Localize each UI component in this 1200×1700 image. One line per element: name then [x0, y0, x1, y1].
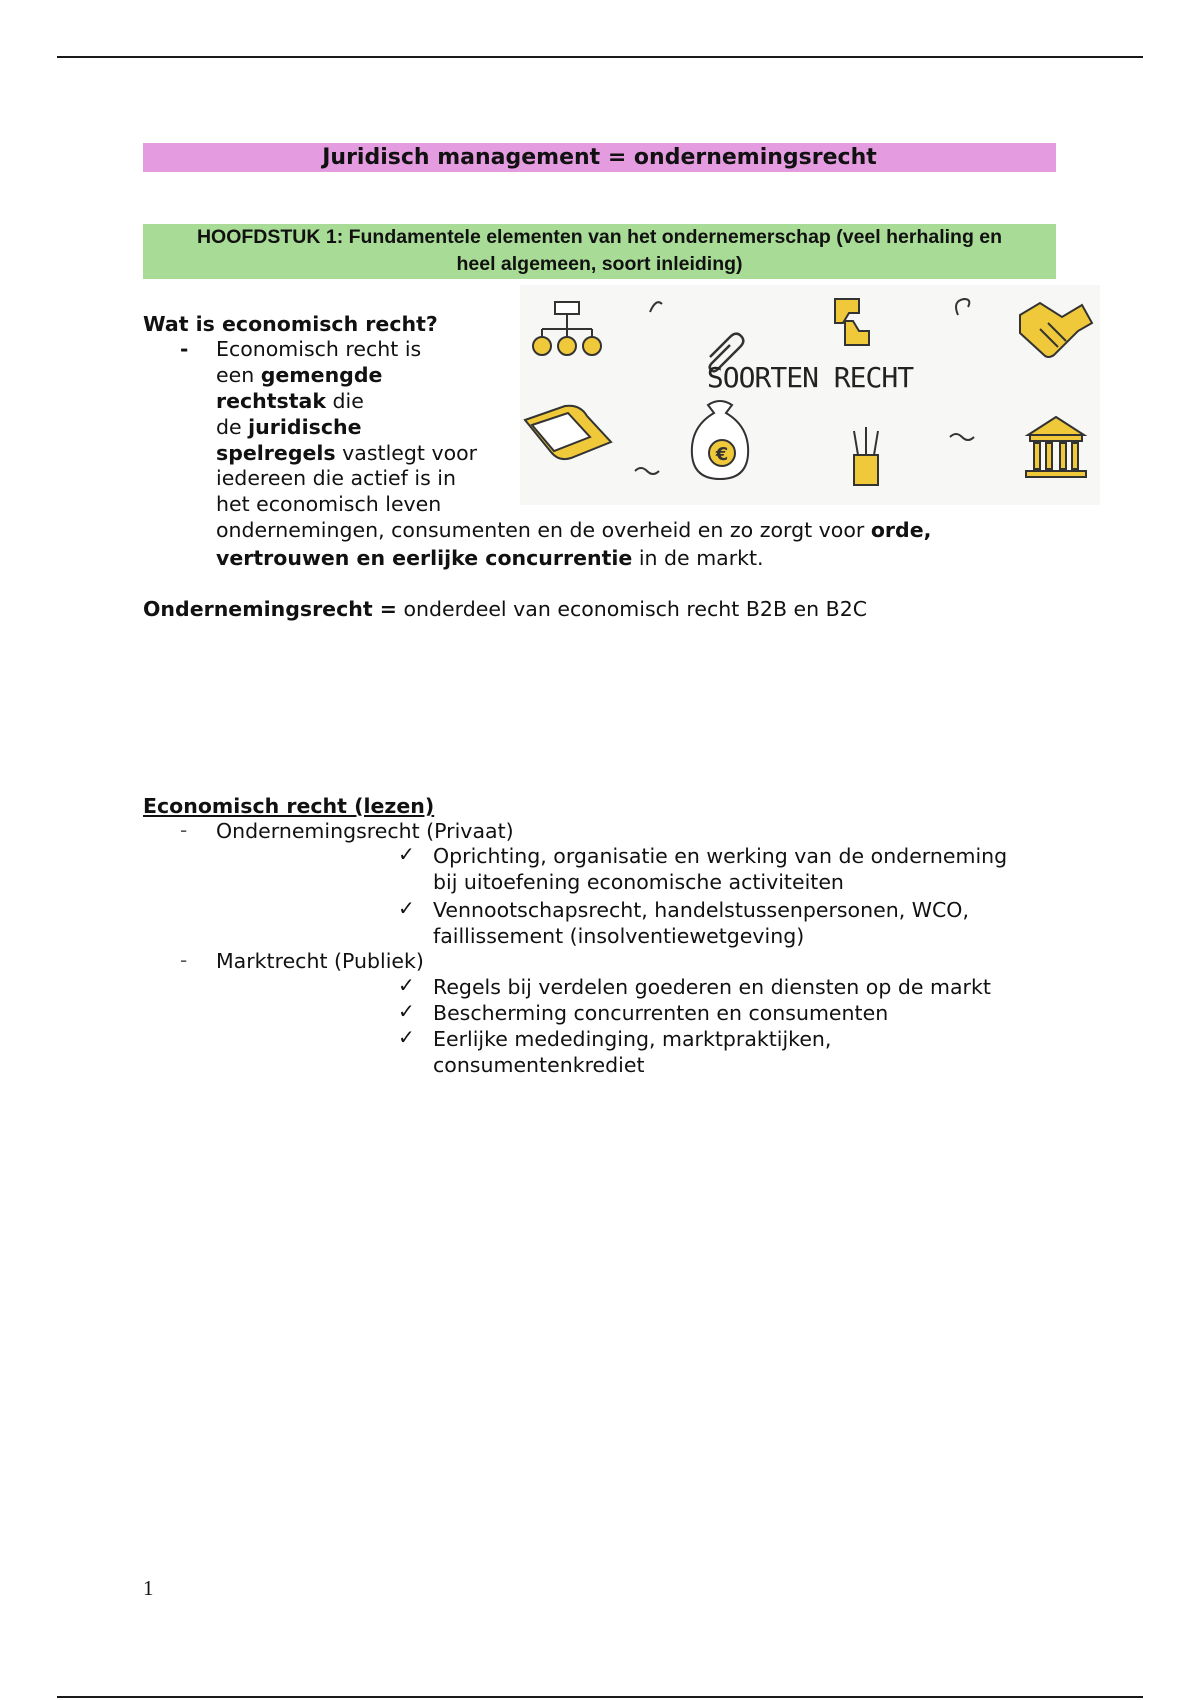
section-heading-economisch-recht: Wat is economisch recht? — [143, 312, 438, 336]
group-label: Marktrecht (Publiek) — [216, 949, 424, 973]
paragraph-line: iedereen die actief is in — [216, 466, 456, 490]
bullet-dash: - — [180, 337, 189, 361]
chapter-heading-line-1: HOOFDSTUK 1: Fundamentele elementen van het ondernemerschap (veel herhaling en — [196, 226, 1003, 248]
section-heading-economisch-recht-lezen: Economisch recht (lezen) — [143, 794, 435, 818]
list-item-line: bij uitoefening economische activiteiten — [433, 870, 844, 894]
list-dash: - — [180, 818, 188, 842]
paragraph-line: spelregels vastlegt voor — [216, 441, 478, 465]
paragraph-line: rechtstak die — [216, 389, 364, 413]
list-item-line: consumentenkrediet — [433, 1053, 645, 1077]
check-icon: ✓ — [398, 999, 415, 1023]
paragraph-line: een gemengde — [216, 363, 383, 387]
paragraph-line: de juridische — [216, 415, 362, 439]
list-item-line: Oprichting, organisatie en werking van de onderneming — [433, 844, 1008, 868]
check-icon: ✓ — [398, 973, 415, 997]
illustration-caption: SOORTEN RECHT — [706, 361, 914, 394]
paragraph-line: het economisch leven — [216, 492, 442, 516]
page-number: 1 — [143, 1576, 154, 1600]
list-item-line: Eerlijke mededinging, marktpraktijken, — [433, 1027, 832, 1051]
chapter-heading — [143, 224, 1056, 279]
list-dash: - — [180, 948, 188, 972]
check-icon: ✓ — [398, 896, 415, 920]
list-item-line: faillissement (insolventiewetgeving) — [433, 924, 805, 948]
top-rule — [57, 56, 1143, 58]
bottom-rule — [57, 1696, 1143, 1698]
document-title: Juridisch management = ondernemingsrecht — [143, 143, 1056, 172]
paragraph-line: Economisch recht is — [216, 337, 422, 361]
definition-ondernemingsrecht: Ondernemingsrecht = onderdeel van economisch recht B2B en B2C — [143, 597, 868, 621]
list-item-line: Regels bij verdelen goederen en diensten op de markt — [433, 975, 991, 999]
list-item-line: Vennootschapsrecht, handelstussenpersonen, WCO, — [433, 898, 969, 922]
chapter-heading-line-2: heel algemeen, soort inleiding) — [456, 253, 743, 275]
group-label: Ondernemingsrecht (Privaat) — [216, 819, 514, 843]
soorten-recht-illustration — [520, 285, 1100, 505]
paragraph-line: ondernemingen, consumenten en de overheid en zo zorgt voor orde, — [216, 518, 932, 542]
paragraph-line: vertrouwen en eerlijke concurrentie in de markt. — [216, 546, 764, 570]
check-icon: ✓ — [398, 842, 415, 866]
euro-symbol: € — [715, 444, 729, 465]
list-item-line: Bescherming concurrenten en consumenten — [433, 1001, 889, 1025]
check-icon: ✓ — [398, 1025, 415, 1049]
